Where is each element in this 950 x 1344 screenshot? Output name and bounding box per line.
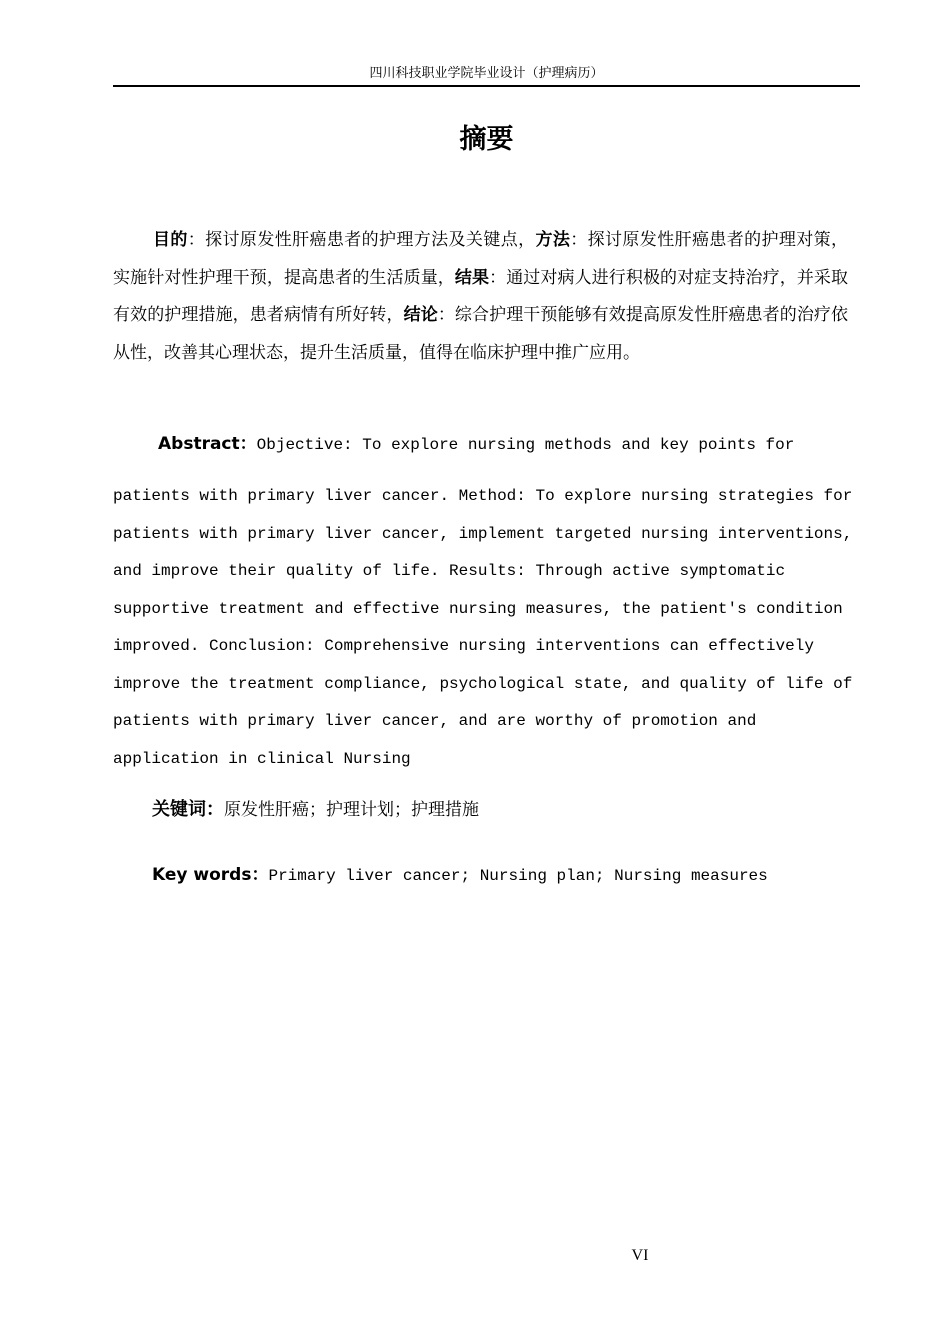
abstract-line: supportive treatment and effective nursing measures, the patient's condition	[113, 599, 843, 618]
abstract-label: Abstract	[158, 434, 240, 454]
abstract-colon: ：	[239, 434, 257, 454]
results-text: ：通过对病人进行积极的对症支持治疗，并采取有效的护理措施，患者病情有所好转，	[113, 267, 849, 325]
abstract-first-line-text: Objective: To explore nursing methods and key points for	[256, 436, 795, 454]
abstract-line: patients with primary liver cancer, implement targeted nursing interventions,	[113, 524, 853, 543]
abstract-line: improved. Conclusion: Comprehensive nursing interventions can effectively	[113, 637, 814, 655]
conclusion-text: ：综合护理干预能够有效提高原发性肝癌患者的治疗依从性，改善其心理状态，提升生活质量，值得在临床护理中推广应用。	[113, 305, 849, 363]
objective-text: ：探讨原发性肝癌患者的护理方法及关键点，	[187, 230, 536, 250]
abstract-line: application in clinical Nursing	[113, 749, 411, 768]
method-label: 方法	[535, 230, 571, 250]
page-number: VI	[631, 1247, 649, 1264]
chinese-keywords-label: 关键词：	[152, 799, 224, 820]
header-rule	[113, 85, 860, 87]
english-keywords-label: Key words：	[152, 865, 269, 885]
objective-label: 目的	[153, 230, 188, 250]
page-header: 四川科技职业学院毕业设计（护理病历）	[369, 66, 604, 81]
chinese-abstract	[113, 222, 848, 372]
chinese-keywords-text: 原发性肝癌；护理计划；护理措施	[224, 800, 479, 820]
results-label: 结果	[454, 267, 490, 288]
conclusion-label: 结论	[403, 305, 438, 325]
chinese-keywords	[152, 795, 852, 825]
page-title: 摘要	[459, 124, 514, 155]
english-keywords-text: Primary liver cancer; Nursing plan; Nursing measures	[268, 867, 768, 885]
english-keywords	[152, 860, 872, 891]
method-text: ：探讨原发性肝癌患者的护理对策，实施针对性护理干预，提高患者的生活质量，	[113, 230, 849, 288]
abstract-line: and improve their quality of life. Results: Through active symptomatic	[113, 562, 786, 580]
abstract-line: patients with primary liver cancer, and are worthy of promotion and	[113, 712, 757, 730]
english-abstract-first-line	[158, 430, 858, 459]
abstract-line: improve the treatment compliance, psychological state, and quality of life of	[113, 674, 853, 693]
english-abstract-body	[113, 478, 858, 778]
abstract-line: patients with primary liver cancer. Method: To explore nursing strategies for	[113, 487, 853, 505]
